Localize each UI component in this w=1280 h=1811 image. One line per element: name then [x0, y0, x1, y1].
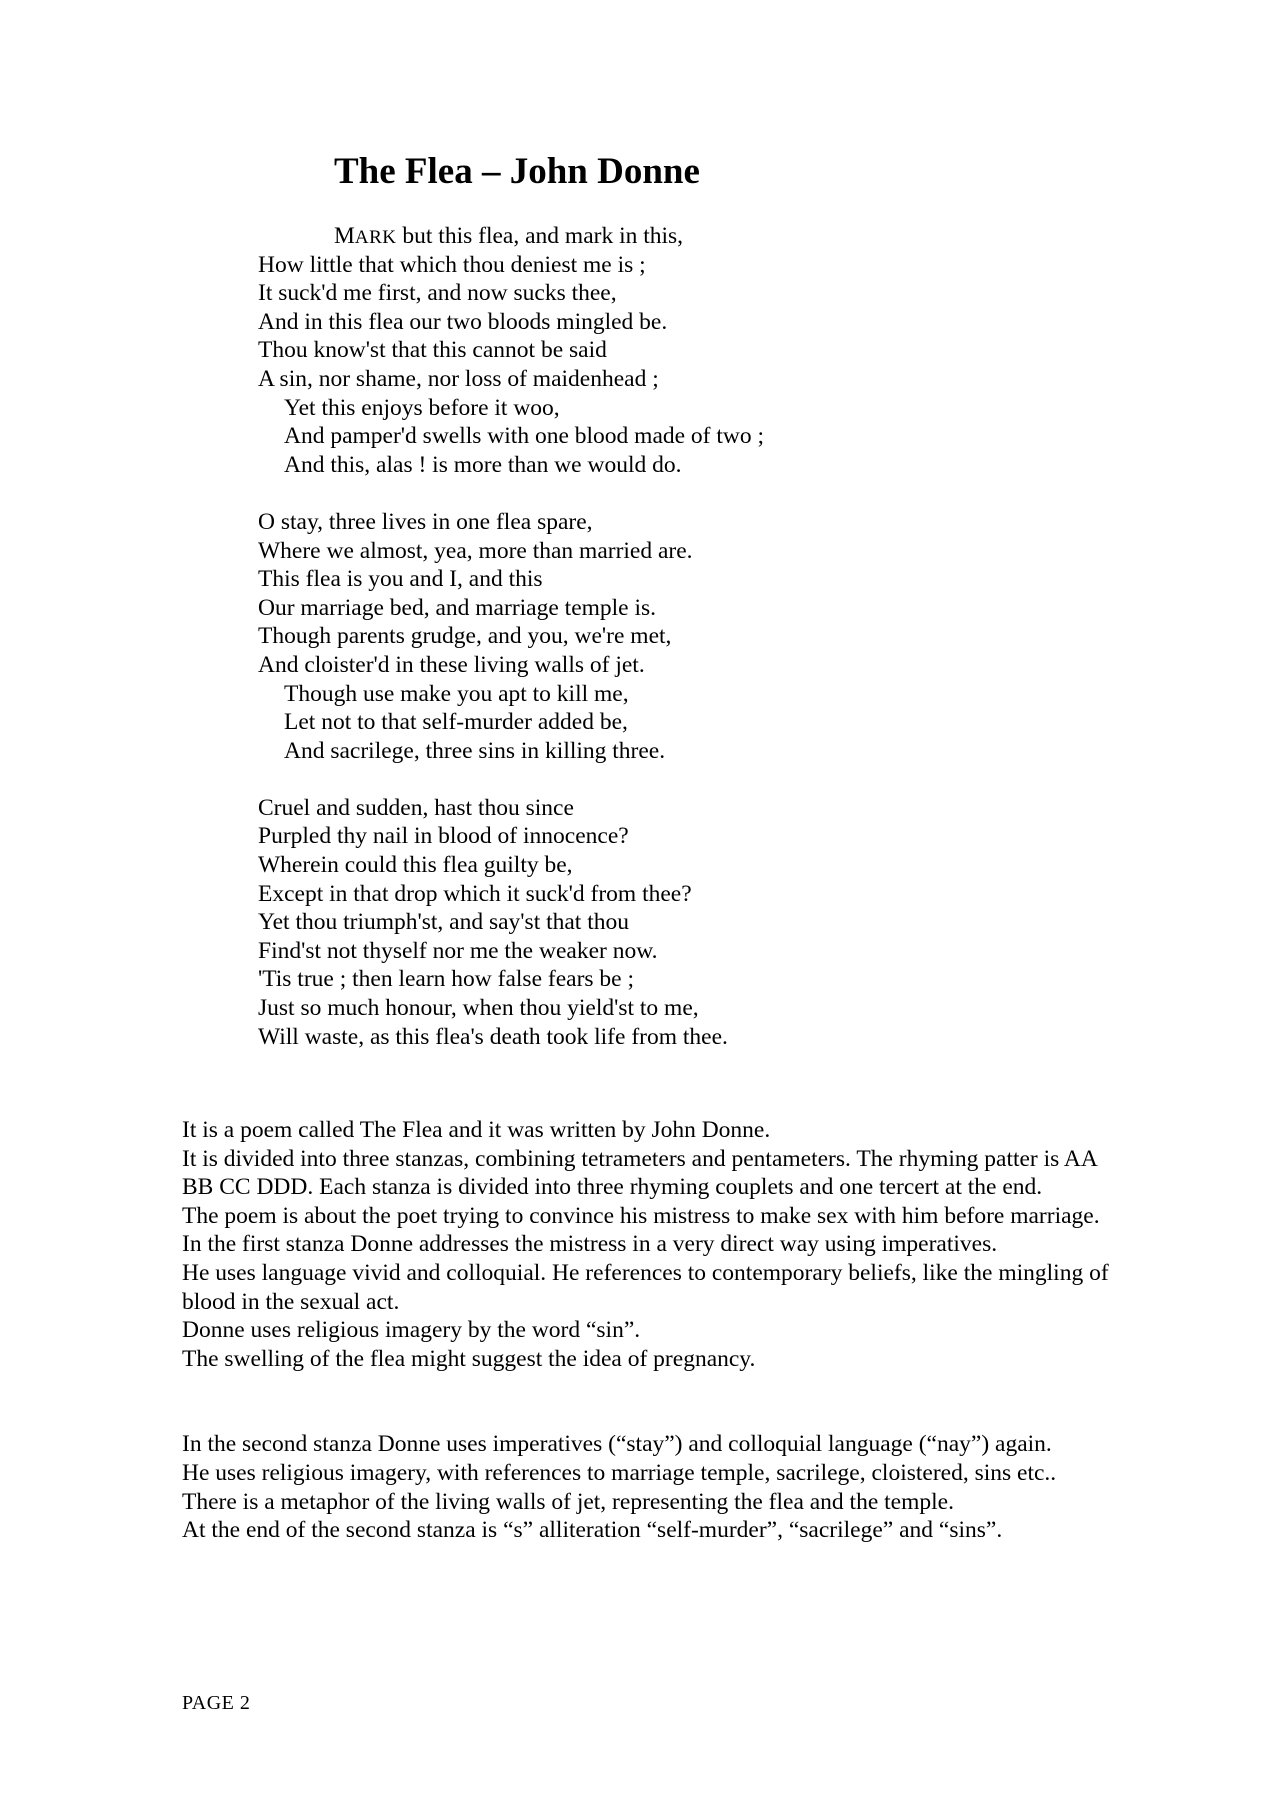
poem-line: Wherein could this flea guilty be,	[258, 852, 573, 879]
poem-line: Will waste, as this flea's death took life from thee.	[258, 1023, 728, 1050]
poem-line: Where we almost, yea, more than married are.	[258, 537, 693, 564]
poem-line: Except in that drop which it suck'd from thee?	[258, 880, 692, 907]
first-word-initial: M	[334, 223, 355, 249]
poem-line: Though use make you apt to kill me,	[284, 680, 629, 707]
commentary-paragraph: It is divided into three stanzas, combining tetrameters and pentameters. The rhyming patter is AA BB CC DDD. Each stanza is divided into three rhyming couplets and one tercert at the end.	[182, 1145, 1097, 1201]
commentary-paragraph: Donne uses religious imagery by the word “sin”.	[182, 1317, 641, 1344]
poem-stanza-3	[258, 794, 958, 1051]
poem-line: Let not to that self-murder added be,	[284, 709, 628, 736]
poem-line: Though parents grudge, and you, we're met,	[258, 623, 672, 650]
poem-line: It suck'd me first, and now sucks thee,	[258, 280, 617, 307]
commentary-paragraph: In the second stanza Donne uses imperatives (“stay”) and colloquial language (“nay”) again.	[182, 1431, 1052, 1458]
commentary-paragraph: It is a poem called The Flea and it was written by John Donne.	[182, 1117, 771, 1143]
poem-line: 'Tis true ; then learn how false fears be ;	[258, 966, 634, 993]
page-title: The Flea – John Donne	[334, 151, 700, 192]
commentary-paragraph: There is a metaphor of the living walls of jet, representing the flea and the temple.	[182, 1488, 954, 1515]
poem-line: Purpled thy nail in blood of innocence?	[258, 823, 629, 850]
poem-line: Yet thou triumph'st, and say'st that thou	[258, 909, 629, 936]
commentary-paragraph: The poem is about the poet trying to convince his mistress to make sex with him before marriage.	[182, 1202, 1100, 1229]
poem-line: Cruel and sudden, hast thou since	[258, 794, 574, 821]
commentary-paragraph: He uses language vivid and colloquial. He references to contemporary beliefs, like the mingling of blood in the sexual act.	[182, 1259, 1109, 1315]
poem-stanza-2	[258, 508, 958, 765]
poem-line: And this, alas ! is more than we would do.	[284, 451, 682, 478]
poem-line: Our marriage bed, and marriage temple is.	[258, 594, 657, 621]
poem-line: Yet this enjoys before it woo,	[284, 394, 560, 421]
poem-line: Just so much honour, when thou yield'st to me,	[258, 995, 699, 1022]
poem-line: And pamper'd swells with one blood made of two ;	[284, 423, 765, 450]
paragraph-spacer	[182, 1373, 1112, 1430]
commentary-paragraph: At the end of the second stanza is “s” alliteration “self-murder”, “sacrilege” and “sins”.	[182, 1517, 1003, 1544]
poem-line: O stay, three lives in one flea spare,	[258, 508, 593, 535]
poem-line: And cloister'd in these living walls of jet.	[258, 651, 645, 678]
commentary	[182, 1116, 1112, 1545]
commentary-paragraph: He uses religious imagery, with references to marriage temple, sacrilege, cloistered, sins etc..	[182, 1459, 1057, 1486]
poem-line: Thou know'st that this cannot be said	[258, 337, 607, 364]
poem-line: This flea is you and I, and this	[258, 566, 543, 593]
commentary-paragraph: The swelling of the flea might suggest the idea of pregnancy.	[182, 1345, 756, 1372]
poem-line: A sin, nor shame, nor loss of maidenhead ;	[258, 365, 659, 392]
poem-line: And in this flea our two bloods mingled be.	[258, 308, 668, 335]
poem-stanza-1	[258, 222, 958, 479]
poem	[258, 222, 958, 1080]
poem-line: And sacrilege, three sins in killing three.	[284, 737, 666, 764]
poem-line	[258, 222, 958, 251]
poem-line: Find'st not thyself nor me the weaker now.	[258, 937, 658, 964]
first-word-smallcaps: ARK	[354, 227, 397, 248]
poem-line: How little that which thou deniest me is ;	[258, 251, 646, 278]
commentary-paragraph: In the first stanza Donne addresses the mistress in a very direct way using imperatives.	[182, 1231, 998, 1258]
first-line-text: but this flea, and mark in this,	[396, 223, 684, 249]
page-number-footer: PAGE 2	[182, 1692, 251, 1714]
